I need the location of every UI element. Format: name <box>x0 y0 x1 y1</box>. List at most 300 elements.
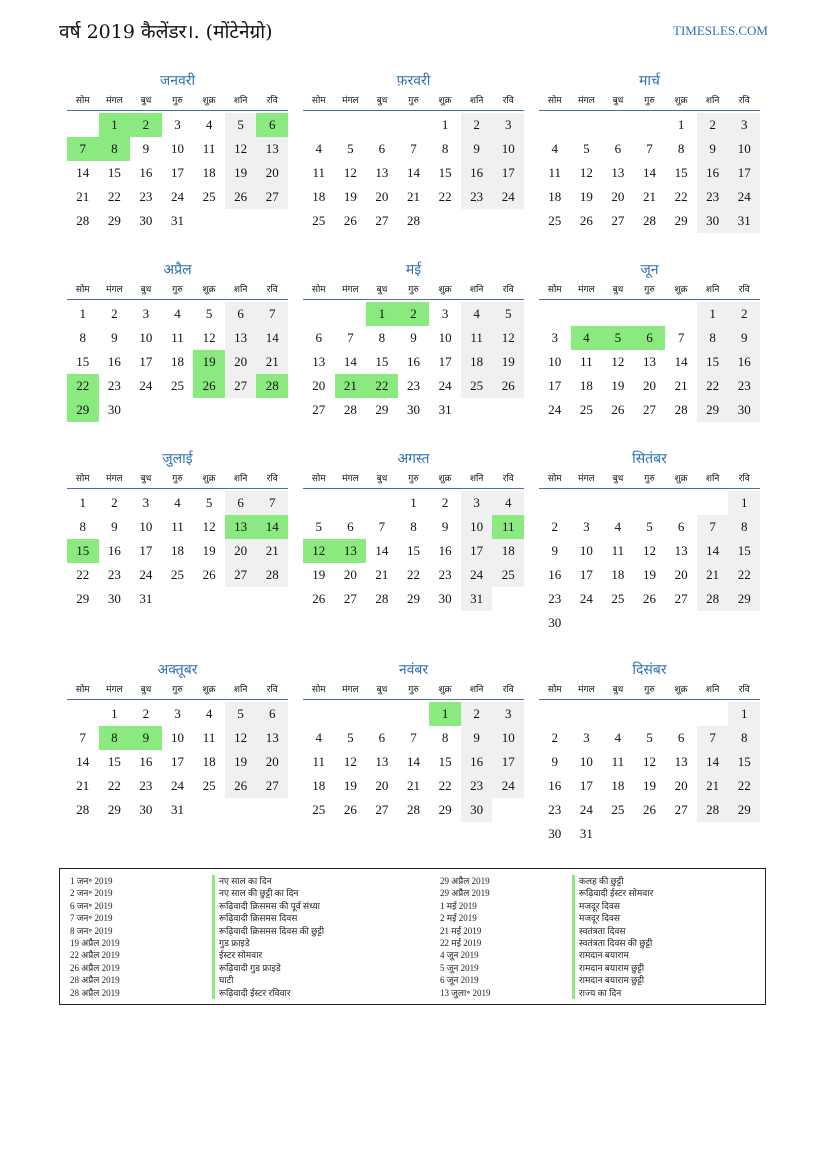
day-cell: 3 <box>174 706 181 721</box>
day-cell: 26 <box>225 774 257 798</box>
legend-holiday-name: घाटी <box>212 974 324 986</box>
day-cell: 26 <box>492 374 524 398</box>
day-cell: 2 <box>441 495 449 510</box>
day-cell: 1 <box>728 702 760 726</box>
empty-cell <box>539 302 571 326</box>
weekday-label: रवि <box>502 685 514 695</box>
weekday-label: रवि <box>738 474 750 484</box>
day-cell: 20 <box>256 750 288 774</box>
day-grid <box>539 702 760 846</box>
weekday-label: सोम <box>75 474 90 484</box>
day-cell: 22 <box>107 189 121 204</box>
weekday-header <box>539 281 760 300</box>
legend-holiday-name: रामदान बयाराम छुट्टी <box>572 974 653 986</box>
day-cell: 18 <box>579 378 593 393</box>
day-cell: 6 <box>225 302 257 326</box>
weekday-header <box>303 470 524 489</box>
day-cell: 29 <box>697 398 729 422</box>
day-cell: 11 <box>548 165 562 180</box>
weekday-label: मंगल <box>106 96 123 106</box>
month-name: मई <box>405 262 422 278</box>
weekday-label: शनि <box>469 96 484 106</box>
day-cell: 10 <box>548 354 562 369</box>
day-cell: 22 <box>728 774 760 798</box>
legend-holiday-name: रामदान बयाराम छुट्टी <box>572 962 653 974</box>
day-cell: 4 <box>205 117 213 132</box>
day-cell: 23 <box>438 567 452 582</box>
empty-cell <box>697 491 729 515</box>
day-cell: 28 <box>642 213 656 228</box>
day-grid <box>67 702 288 822</box>
legend-date: 21 मई 2019 <box>440 925 482 936</box>
day-cell: 1 <box>429 702 461 726</box>
day-cell: 12 <box>303 539 335 563</box>
day-cell: 7 <box>677 330 685 345</box>
day-cell: 8 <box>441 141 449 156</box>
legend-date: 19 अप्रैल 2019 <box>70 937 120 948</box>
empty-cell <box>571 302 603 326</box>
weekday-header <box>539 681 760 700</box>
empty-cell <box>67 113 99 137</box>
empty-cell <box>539 491 571 515</box>
day-cell: 28 <box>343 402 357 417</box>
day-cell: 2 <box>111 495 118 510</box>
day-cell: 8 <box>697 326 729 350</box>
day-cell: 19 <box>193 350 225 374</box>
day-cell: 4 <box>174 306 181 321</box>
day-cell: 7 <box>410 141 417 156</box>
empty-cell <box>602 113 634 137</box>
day-cell: 12 <box>202 330 216 345</box>
site-link[interactable]: TIMESLES.COM <box>673 23 768 38</box>
weekday-label: गुरु <box>408 96 419 106</box>
day-cell: 1 <box>111 706 118 721</box>
weekday-label: मंगल <box>342 96 359 106</box>
day-cell: 21 <box>406 778 420 793</box>
legend-date: 1 जन॰ 2019 <box>70 876 113 886</box>
day-cell: 10 <box>438 330 452 345</box>
day-cell: 8 <box>378 330 386 345</box>
weekday-label: सोम <box>311 685 326 695</box>
empty-cell <box>303 702 335 726</box>
day-cell: 7 <box>646 141 653 156</box>
day-cell: 27 <box>312 402 326 417</box>
weekday-label: बुध <box>612 474 624 484</box>
day-cell: 28 <box>256 374 288 398</box>
day-cell: 26 <box>611 402 625 417</box>
day-cell: 18 <box>548 189 562 204</box>
empty-cell <box>634 491 666 515</box>
day-cell: 20 <box>375 778 389 793</box>
weekday-label: शनि <box>233 685 248 695</box>
day-cell: 23 <box>139 778 153 793</box>
weekday-label: रवि <box>738 685 750 695</box>
empty-cell <box>665 491 697 515</box>
month-calendar <box>303 448 524 611</box>
day-cell: 6 <box>347 519 354 534</box>
day-cell: 7 <box>697 726 729 750</box>
empty-cell <box>335 113 367 137</box>
day-cell: 10 <box>139 519 153 534</box>
day-cell: 31 <box>461 587 493 611</box>
day-grid <box>67 302 288 422</box>
weekday-label: बुध <box>376 474 388 484</box>
day-cell: 3 <box>728 113 760 137</box>
day-cell: 28 <box>674 402 688 417</box>
day-cell: 6 <box>677 519 685 534</box>
day-cell: 13 <box>674 754 688 769</box>
day-cell: 3 <box>461 491 493 515</box>
day-cell: 19 <box>492 350 524 374</box>
weekday-header <box>67 281 288 300</box>
legend-date: 8 जन॰ 2019 <box>70 925 113 936</box>
legend-date: 13 जुला॰ 2019 <box>440 987 491 998</box>
day-cell: 4 <box>492 491 524 515</box>
month-calendar <box>539 659 760 846</box>
day-cell: 10 <box>579 543 593 558</box>
day-cell: 14 <box>406 165 420 180</box>
weekday-label: शुक्र <box>438 96 452 106</box>
day-cell: 18 <box>611 778 625 793</box>
day-cell: 9 <box>111 519 118 534</box>
day-cell: 20 <box>674 567 688 582</box>
day-cell: 12 <box>343 754 357 769</box>
day-cell: 6 <box>634 326 666 350</box>
day-cell: 11 <box>611 543 625 558</box>
day-cell: 14 <box>256 515 288 539</box>
day-cell: 15 <box>728 539 760 563</box>
day-cell: 17 <box>139 543 153 558</box>
day-cell: 28 <box>697 798 729 822</box>
month-name: जनवरी <box>159 73 196 89</box>
weekday-label: मंगल <box>342 285 359 295</box>
day-cell: 22 <box>107 778 121 793</box>
day-cell: 24 <box>728 185 760 209</box>
day-cell: 6 <box>677 730 685 745</box>
day-cell: 18 <box>202 165 216 180</box>
legend-holiday-name: ईस्टर सोमवार <box>212 949 324 961</box>
empty-cell <box>335 702 367 726</box>
day-cell: 25 <box>461 374 493 398</box>
weekday-label: शुक्र <box>202 285 216 295</box>
day-cell: 2 <box>461 113 493 137</box>
month-name: जून <box>640 262 659 278</box>
legend-holiday-name: नए साल की छुट्टी का दिन <box>212 887 324 899</box>
day-cell: 2 <box>551 519 559 534</box>
day-cell: 5 <box>646 730 653 745</box>
weekday-label: रवि <box>502 474 514 484</box>
day-cell: 25 <box>611 802 625 817</box>
day-cell: 8 <box>728 726 760 750</box>
day-cell: 27 <box>225 374 257 398</box>
day-cell: 10 <box>170 141 184 156</box>
day-cell: 16 <box>406 354 420 369</box>
day-cell: 3 <box>142 306 150 321</box>
day-cell: 30 <box>107 402 121 417</box>
day-cell: 16 <box>728 350 760 374</box>
weekday-label: गुरु <box>172 96 183 106</box>
day-cell: 25 <box>548 213 562 228</box>
day-cell: 23 <box>461 185 493 209</box>
day-cell: 8 <box>410 519 417 534</box>
empty-cell <box>303 113 335 137</box>
legend-holiday-name: स्वतंत्रता दिवस की छुट्टी <box>572 937 653 949</box>
weekday-label: गुरु <box>172 285 183 295</box>
day-cell: 24 <box>438 378 452 393</box>
day-cell: 4 <box>315 730 323 745</box>
day-cell: 3 <box>142 495 150 510</box>
day-cell: 25 <box>611 591 625 606</box>
day-cell: 25 <box>312 213 326 228</box>
weekday-header <box>303 281 524 300</box>
day-cell: 2 <box>697 113 729 137</box>
day-cell: 27 <box>375 802 389 817</box>
day-cell: 16 <box>107 354 121 369</box>
day-cell: 20 <box>256 161 288 185</box>
day-cell: 18 <box>611 567 625 582</box>
empty-cell <box>571 702 603 726</box>
weekday-label: मंगल <box>578 474 595 484</box>
day-cell: 3 <box>441 306 449 321</box>
weekday-label: शनि <box>469 285 484 295</box>
day-cell: 1 <box>697 302 729 326</box>
day-cell: 22 <box>438 778 452 793</box>
empty-cell <box>366 491 398 515</box>
weekday-label: गुरु <box>644 685 655 695</box>
weekday-label: गुरु <box>408 474 419 484</box>
empty-cell <box>335 491 367 515</box>
day-cell: 6 <box>378 141 386 156</box>
weekday-header <box>67 92 288 111</box>
day-cell: 18 <box>170 543 184 558</box>
month-calendar <box>67 70 288 233</box>
day-cell: 29 <box>107 802 121 817</box>
weekday-label: शुक्र <box>674 474 688 484</box>
day-cell: 17 <box>438 354 452 369</box>
day-cell: 1 <box>728 491 760 515</box>
day-cell: 24 <box>170 778 184 793</box>
empty-cell <box>366 113 398 137</box>
weekday-label: रवि <box>738 96 750 106</box>
day-cell: 5 <box>225 113 257 137</box>
day-cell: 13 <box>375 754 389 769</box>
weekday-label: शुक्र <box>674 96 688 106</box>
weekday-header <box>303 681 524 700</box>
day-cell: 18 <box>312 778 326 793</box>
weekday-label: बुध <box>612 685 624 695</box>
weekday-label: सोम <box>75 96 90 106</box>
day-cell: 7 <box>256 302 288 326</box>
day-cell: 1 <box>366 302 398 326</box>
day-cell: 15 <box>697 350 729 374</box>
month-name: अगस्त <box>397 451 430 467</box>
month-name: मार्च <box>639 73 660 89</box>
day-cell: 21 <box>256 350 288 374</box>
day-cell: 30 <box>548 826 562 841</box>
day-cell: 24 <box>461 563 493 587</box>
empty-cell <box>539 113 571 137</box>
day-cell: 28 <box>76 213 90 228</box>
empty-cell <box>665 302 697 326</box>
day-cell: 5 <box>602 326 634 350</box>
day-cell: 24 <box>579 591 593 606</box>
day-cell: 18 <box>202 754 216 769</box>
day-cell: 5 <box>315 519 323 534</box>
day-cell: 22 <box>67 374 99 398</box>
day-cell: 22 <box>438 189 452 204</box>
day-cell: 27 <box>375 213 389 228</box>
day-cell: 13 <box>375 165 389 180</box>
empty-cell <box>67 702 99 726</box>
weekday-label: रवि <box>738 285 750 295</box>
day-cell: 30 <box>461 798 493 822</box>
day-cell: 24 <box>170 189 184 204</box>
empty-cell <box>571 491 603 515</box>
day-cell: 2 <box>142 706 150 721</box>
day-cell: 8 <box>728 515 760 539</box>
day-cell: 18 <box>170 354 184 369</box>
weekday-label: सोम <box>311 474 326 484</box>
weekday-label: मंगल <box>578 685 595 695</box>
weekday-label: शुक्र <box>674 685 688 695</box>
day-cell: 16 <box>438 543 452 558</box>
weekday-label: शुक्र <box>202 96 216 106</box>
day-cell: 9 <box>441 519 449 534</box>
day-cell: 24 <box>492 185 524 209</box>
day-cell: 27 <box>256 185 288 209</box>
day-cell: 12 <box>225 726 257 750</box>
day-cell: 20 <box>343 567 357 582</box>
weekday-label: शनि <box>705 474 720 484</box>
day-cell: 29 <box>67 398 99 422</box>
empty-cell <box>697 702 729 726</box>
empty-cell <box>602 302 634 326</box>
day-cell: 26 <box>343 802 357 817</box>
legend-date: 7 जन॰ 2019 <box>70 913 113 924</box>
day-cell: 13 <box>312 354 326 369</box>
month-name: दिसंबर <box>632 662 667 678</box>
weekday-label: बुध <box>140 285 152 295</box>
weekday-label: बुध <box>612 96 624 106</box>
day-cell: 22 <box>674 189 688 204</box>
day-cell: 23 <box>107 378 121 393</box>
day-cell: 23 <box>548 802 562 817</box>
day-cell: 6 <box>378 730 386 745</box>
legend-holiday-name: रूढ़िवादी ईस्टर रविवार <box>212 987 324 999</box>
weekday-label: रवि <box>266 285 278 295</box>
day-cell: 17 <box>170 165 184 180</box>
day-cell: 14 <box>674 354 688 369</box>
legend-holiday-name: मजदूर दिवस <box>572 900 653 912</box>
weekday-label: शनि <box>233 285 248 295</box>
weekday-label: शुक्र <box>438 285 452 295</box>
day-cell: 14 <box>256 326 288 350</box>
day-cell: 1 <box>99 113 131 137</box>
day-cell: 16 <box>697 161 729 185</box>
day-cell: 24 <box>139 378 153 393</box>
day-cell: 17 <box>579 567 593 582</box>
weekday-label: मंगल <box>578 96 595 106</box>
day-cell: 18 <box>312 189 326 204</box>
day-grid <box>539 491 760 635</box>
day-cell: 3 <box>583 730 590 745</box>
empty-cell <box>303 302 335 326</box>
day-cell: 27 <box>674 802 688 817</box>
day-cell: 6 <box>315 330 323 345</box>
day-cell: 17 <box>548 378 562 393</box>
day-cell: 12 <box>202 519 216 534</box>
day-cell: 16 <box>548 778 562 793</box>
legend-date: 29 अप्रैल 2019 <box>440 876 490 886</box>
day-cell: 26 <box>202 567 216 582</box>
day-cell: 4 <box>461 302 493 326</box>
day-grid <box>303 702 524 822</box>
empty-cell <box>571 113 603 137</box>
day-cell: 10 <box>139 330 153 345</box>
day-cell: 24 <box>492 774 524 798</box>
day-cell: 19 <box>611 378 625 393</box>
weekday-label: रवि <box>502 285 514 295</box>
day-cell: 23 <box>406 378 420 393</box>
legend-holiday-name: रूढ़िवादी क्रिसमस दिवस की छुट्टी <box>212 925 324 937</box>
day-cell: 4 <box>614 730 622 745</box>
weekday-label: सोम <box>547 96 562 106</box>
day-cell: 16 <box>107 543 121 558</box>
day-cell: 13 <box>335 539 367 563</box>
day-cell: 15 <box>438 754 452 769</box>
holiday-legend <box>59 868 766 1005</box>
day-cell: 15 <box>375 354 389 369</box>
day-cell: 25 <box>579 402 593 417</box>
day-cell: 19 <box>202 543 216 558</box>
day-cell: 7 <box>410 730 417 745</box>
day-cell: 17 <box>170 754 184 769</box>
day-cell: 10 <box>492 726 524 750</box>
day-cell: 31 <box>170 802 184 817</box>
day-cell: 2 <box>398 302 430 326</box>
day-cell: 11 <box>611 754 625 769</box>
day-cell: 21 <box>642 189 656 204</box>
day-cell: 9 <box>728 326 760 350</box>
day-cell: 23 <box>548 591 562 606</box>
month-name: फ़रवरी <box>396 73 431 89</box>
day-cell: 2 <box>461 702 493 726</box>
weekday-label: बुध <box>140 474 152 484</box>
month-calendar <box>539 448 760 635</box>
day-grid <box>67 113 288 233</box>
legend-date: 28 अप्रैल 2019 <box>70 975 120 986</box>
day-cell: 14 <box>375 543 389 558</box>
day-cell: 28 <box>375 591 389 606</box>
weekday-label: गुरु <box>644 96 655 106</box>
day-cell: 28 <box>697 587 729 611</box>
day-cell: 13 <box>256 726 288 750</box>
day-cell: 13 <box>256 137 288 161</box>
legend-date: 2 जन॰ 2019 <box>70 888 113 899</box>
day-cell: 29 <box>406 591 420 606</box>
day-cell: 16 <box>461 750 493 774</box>
day-cell: 19 <box>343 189 357 204</box>
day-cell: 24 <box>548 402 562 417</box>
day-cell: 19 <box>642 567 656 582</box>
legend-names-left <box>212 875 324 999</box>
day-cell: 2 <box>728 302 760 326</box>
day-cell: 25 <box>170 567 184 582</box>
day-cell: 27 <box>611 213 625 228</box>
day-cell: 7 <box>347 330 354 345</box>
day-cell: 12 <box>492 326 524 350</box>
day-cell: 9 <box>697 137 729 161</box>
